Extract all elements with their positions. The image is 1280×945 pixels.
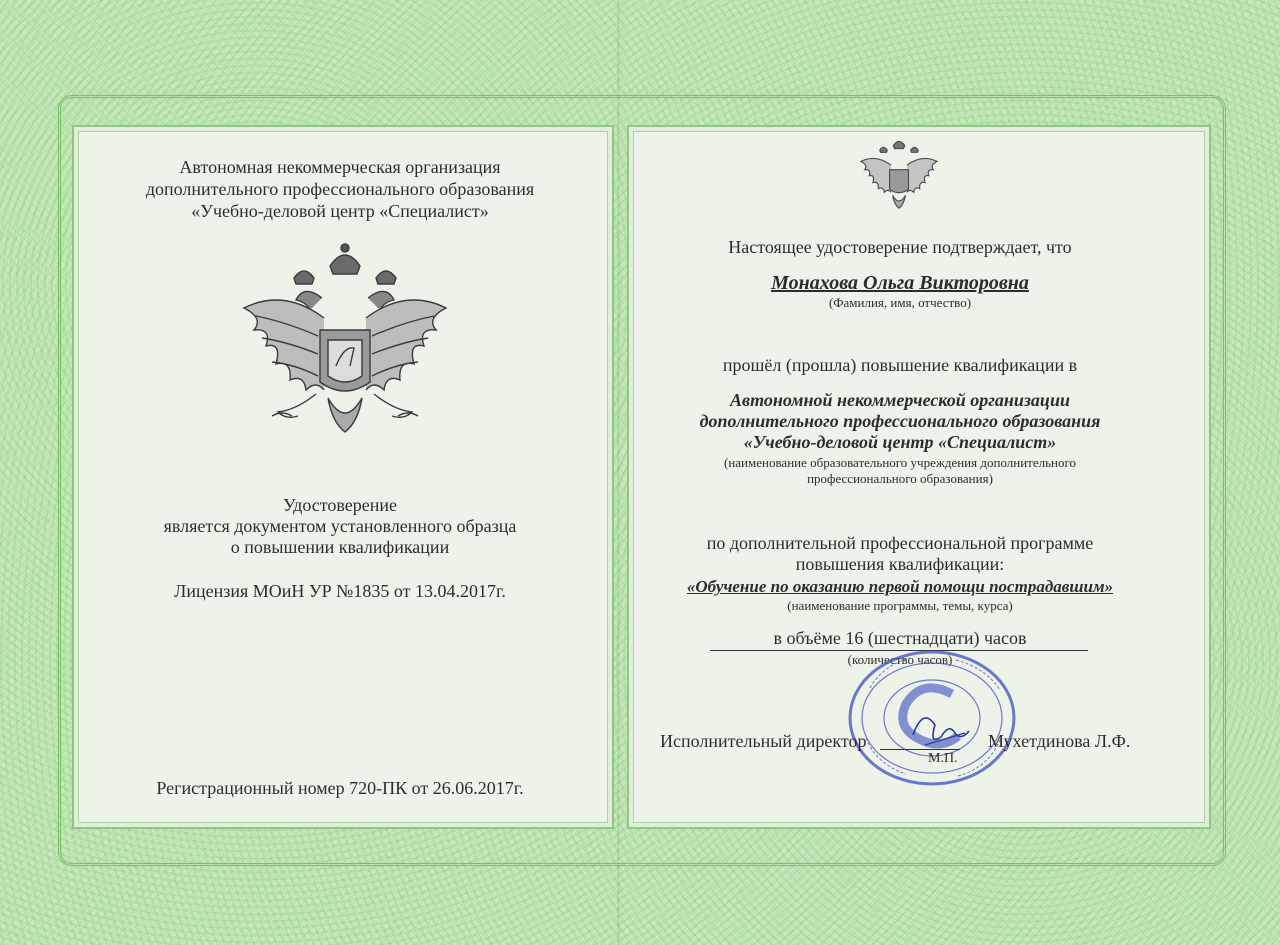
small-eagle-emblem-icon	[853, 135, 945, 215]
institution-line-3: «Учебно-деловой центр «Специалист»	[743, 432, 1057, 452]
hours-caption: (количество часов)	[847, 652, 953, 667]
institution-caption-1: (наименование образовательного учреждения дополнительного	[723, 455, 1076, 470]
program-intro-1: по дополнительной профессиональной программе	[706, 533, 1094, 553]
registration-number: Регистрационный номер 720-ПК от 26.06.2017г.	[156, 778, 524, 798]
org-line-2: дополнительного профессионального образования	[145, 179, 535, 199]
program-caption: (наименование программы, темы, курса)	[787, 598, 1013, 613]
license-text: Лицензия МОиН УР №1835 от 13.04.2017г.	[174, 581, 506, 601]
name-caption: (Фамилия, имя, отчество)	[828, 295, 972, 310]
confirm-text: Настоящее удостоверение подтверждает, что	[728, 237, 1072, 257]
institution-line-2: дополнительного профессионального образования	[699, 411, 1101, 431]
program-name: «Обучение по оказанию первой помощи пострадавшим»	[686, 577, 1114, 596]
hours-text: в объёме 16 (шестнадцати) часов	[773, 628, 1027, 648]
org-line-1: Автономная некоммерческая организация	[179, 157, 501, 177]
eagle-emblem-icon	[232, 238, 458, 450]
program-intro-2: повышения квалификации:	[795, 554, 1005, 574]
stamp-mark: М.П.	[928, 751, 958, 766]
institution-line-1: Автономной некоммерческой организации	[730, 390, 1070, 410]
cert-line-2: является документом установленного образца	[163, 516, 517, 536]
institution-caption-2: профессионального образования)	[807, 471, 993, 486]
page-fold	[617, 0, 620, 945]
full-name: Монахова Ольга Викторовна	[771, 272, 1029, 294]
director-title: Исполнительный директор	[660, 731, 867, 751]
cert-line-1: Удостоверение	[282, 495, 398, 515]
director-name: Мухетдинова Л.Ф.	[988, 731, 1131, 751]
left-page	[72, 125, 614, 829]
cert-line-3: о повышении квалификации	[230, 537, 450, 557]
org-line-3: «Учебно-деловой центр «Специалист»	[191, 201, 489, 221]
passed-text: прошёл (прошла) повышение квалификации в	[722, 355, 1078, 375]
